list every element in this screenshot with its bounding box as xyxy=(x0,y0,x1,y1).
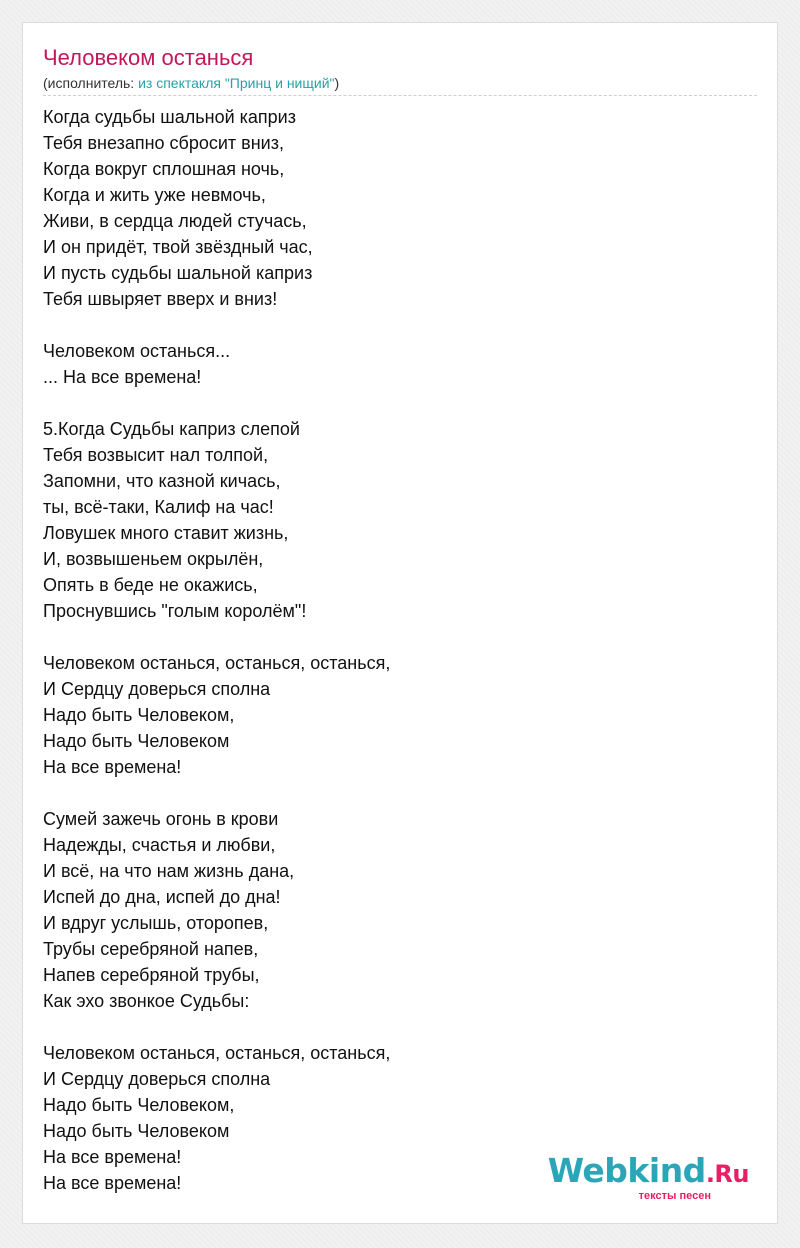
lyrics-line: Надо быть Человеком, xyxy=(43,1095,235,1115)
lyrics-line: И Сердцу доверься сполна xyxy=(43,679,271,699)
lyrics-line: Как эхо звонкое Судьбы: xyxy=(43,991,250,1011)
lyrics-stanza xyxy=(43,650,743,780)
lyrics-line: Трубы серебряной напев, xyxy=(43,939,259,959)
lyrics-stanza xyxy=(43,338,743,390)
logo-wordmark xyxy=(547,1151,749,1191)
lyrics-line: Тебя швыряет вверх и вниз! xyxy=(43,289,278,309)
logo-main-text: Webkind xyxy=(547,1151,706,1190)
lyrics-line: На все времена! xyxy=(43,1173,182,1193)
lyrics-body xyxy=(43,104,743,1222)
artist-link[interactable]: из спектакля "Принц и нищий" xyxy=(138,75,335,91)
lyrics-line: Сумей зажечь огонь в крови xyxy=(43,809,279,829)
site-logo[interactable] xyxy=(547,1151,749,1202)
artist-line xyxy=(43,74,339,92)
lyrics-line: Надо быть Человеком, xyxy=(43,705,235,725)
lyrics-line: Человеком останься... xyxy=(43,341,231,361)
lyrics-line: Проснувшись "голым королём"! xyxy=(43,601,307,621)
lyrics-line: И всё, на что нам жизнь дана, xyxy=(43,861,295,881)
lyrics-line: Человеком останься, останься, останься, xyxy=(43,653,391,673)
title-divider xyxy=(43,95,757,96)
lyrics-line: На все времена! xyxy=(43,757,182,777)
lyrics-line: ... На все времена! xyxy=(43,367,202,387)
lyrics-line: Тебя внезапно сбросит вниз, xyxy=(43,133,284,153)
lyrics-stanza xyxy=(43,416,743,624)
lyrics-line: Надо быть Человеком xyxy=(43,1121,230,1141)
lyrics-line: Когда и жить уже невмочь, xyxy=(43,185,266,205)
lyrics-line: И он придёт, твой звёздный час, xyxy=(43,237,313,257)
lyrics-line: Надо быть Человеком xyxy=(43,731,230,751)
logo-tld: .Ru xyxy=(705,1160,749,1188)
lyrics-line: Живи, в сердца людей стучась, xyxy=(43,211,307,231)
lyrics-line: Тебя возвысит нал толпой, xyxy=(43,445,269,465)
lyrics-line: На все времена! xyxy=(43,1147,182,1167)
lyrics-line: Когда судьбы шальной каприз xyxy=(43,107,296,127)
lyrics-line: И вдруг услышь, оторопев, xyxy=(43,913,269,933)
lyrics-line: Запомни, что казной кичась, xyxy=(43,471,281,491)
lyrics-line: Ловушек много ставит жизнь, xyxy=(43,523,289,543)
lyrics-card xyxy=(22,22,778,1224)
logo-tagline: тексты песен xyxy=(638,1190,711,1202)
lyrics-line: Испей до дна, испей до дна! xyxy=(43,887,281,907)
lyrics-line: И пусть судьбы шальной каприз xyxy=(43,263,313,283)
song-title: Человеком останься xyxy=(43,45,254,70)
lyrics-line: Человеком останься, останься, останься, xyxy=(43,1043,391,1063)
lyrics-line: И, возвышеньем окрылён, xyxy=(43,549,264,569)
lyrics-stanza xyxy=(43,806,743,1014)
lyrics-line: Когда вокруг сплошная ночь, xyxy=(43,159,285,179)
artist-suffix: ) xyxy=(334,75,340,91)
lyrics-line: 5.Когда Судьбы каприз слепой xyxy=(43,419,300,439)
lyrics-line: Напев серебряной трубы, xyxy=(43,965,260,985)
lyrics-line: Надежды, счастья и любви, xyxy=(43,835,276,855)
lyrics-line: ты, всё-таки, Калиф на час! xyxy=(43,497,274,517)
lyrics-line: Опять в беде не окажись, xyxy=(43,575,258,595)
artist-prefix: (исполнитель: xyxy=(43,75,139,91)
lyrics-line: И Сердцу доверься сполна xyxy=(43,1069,271,1089)
lyrics-stanza xyxy=(43,104,743,312)
